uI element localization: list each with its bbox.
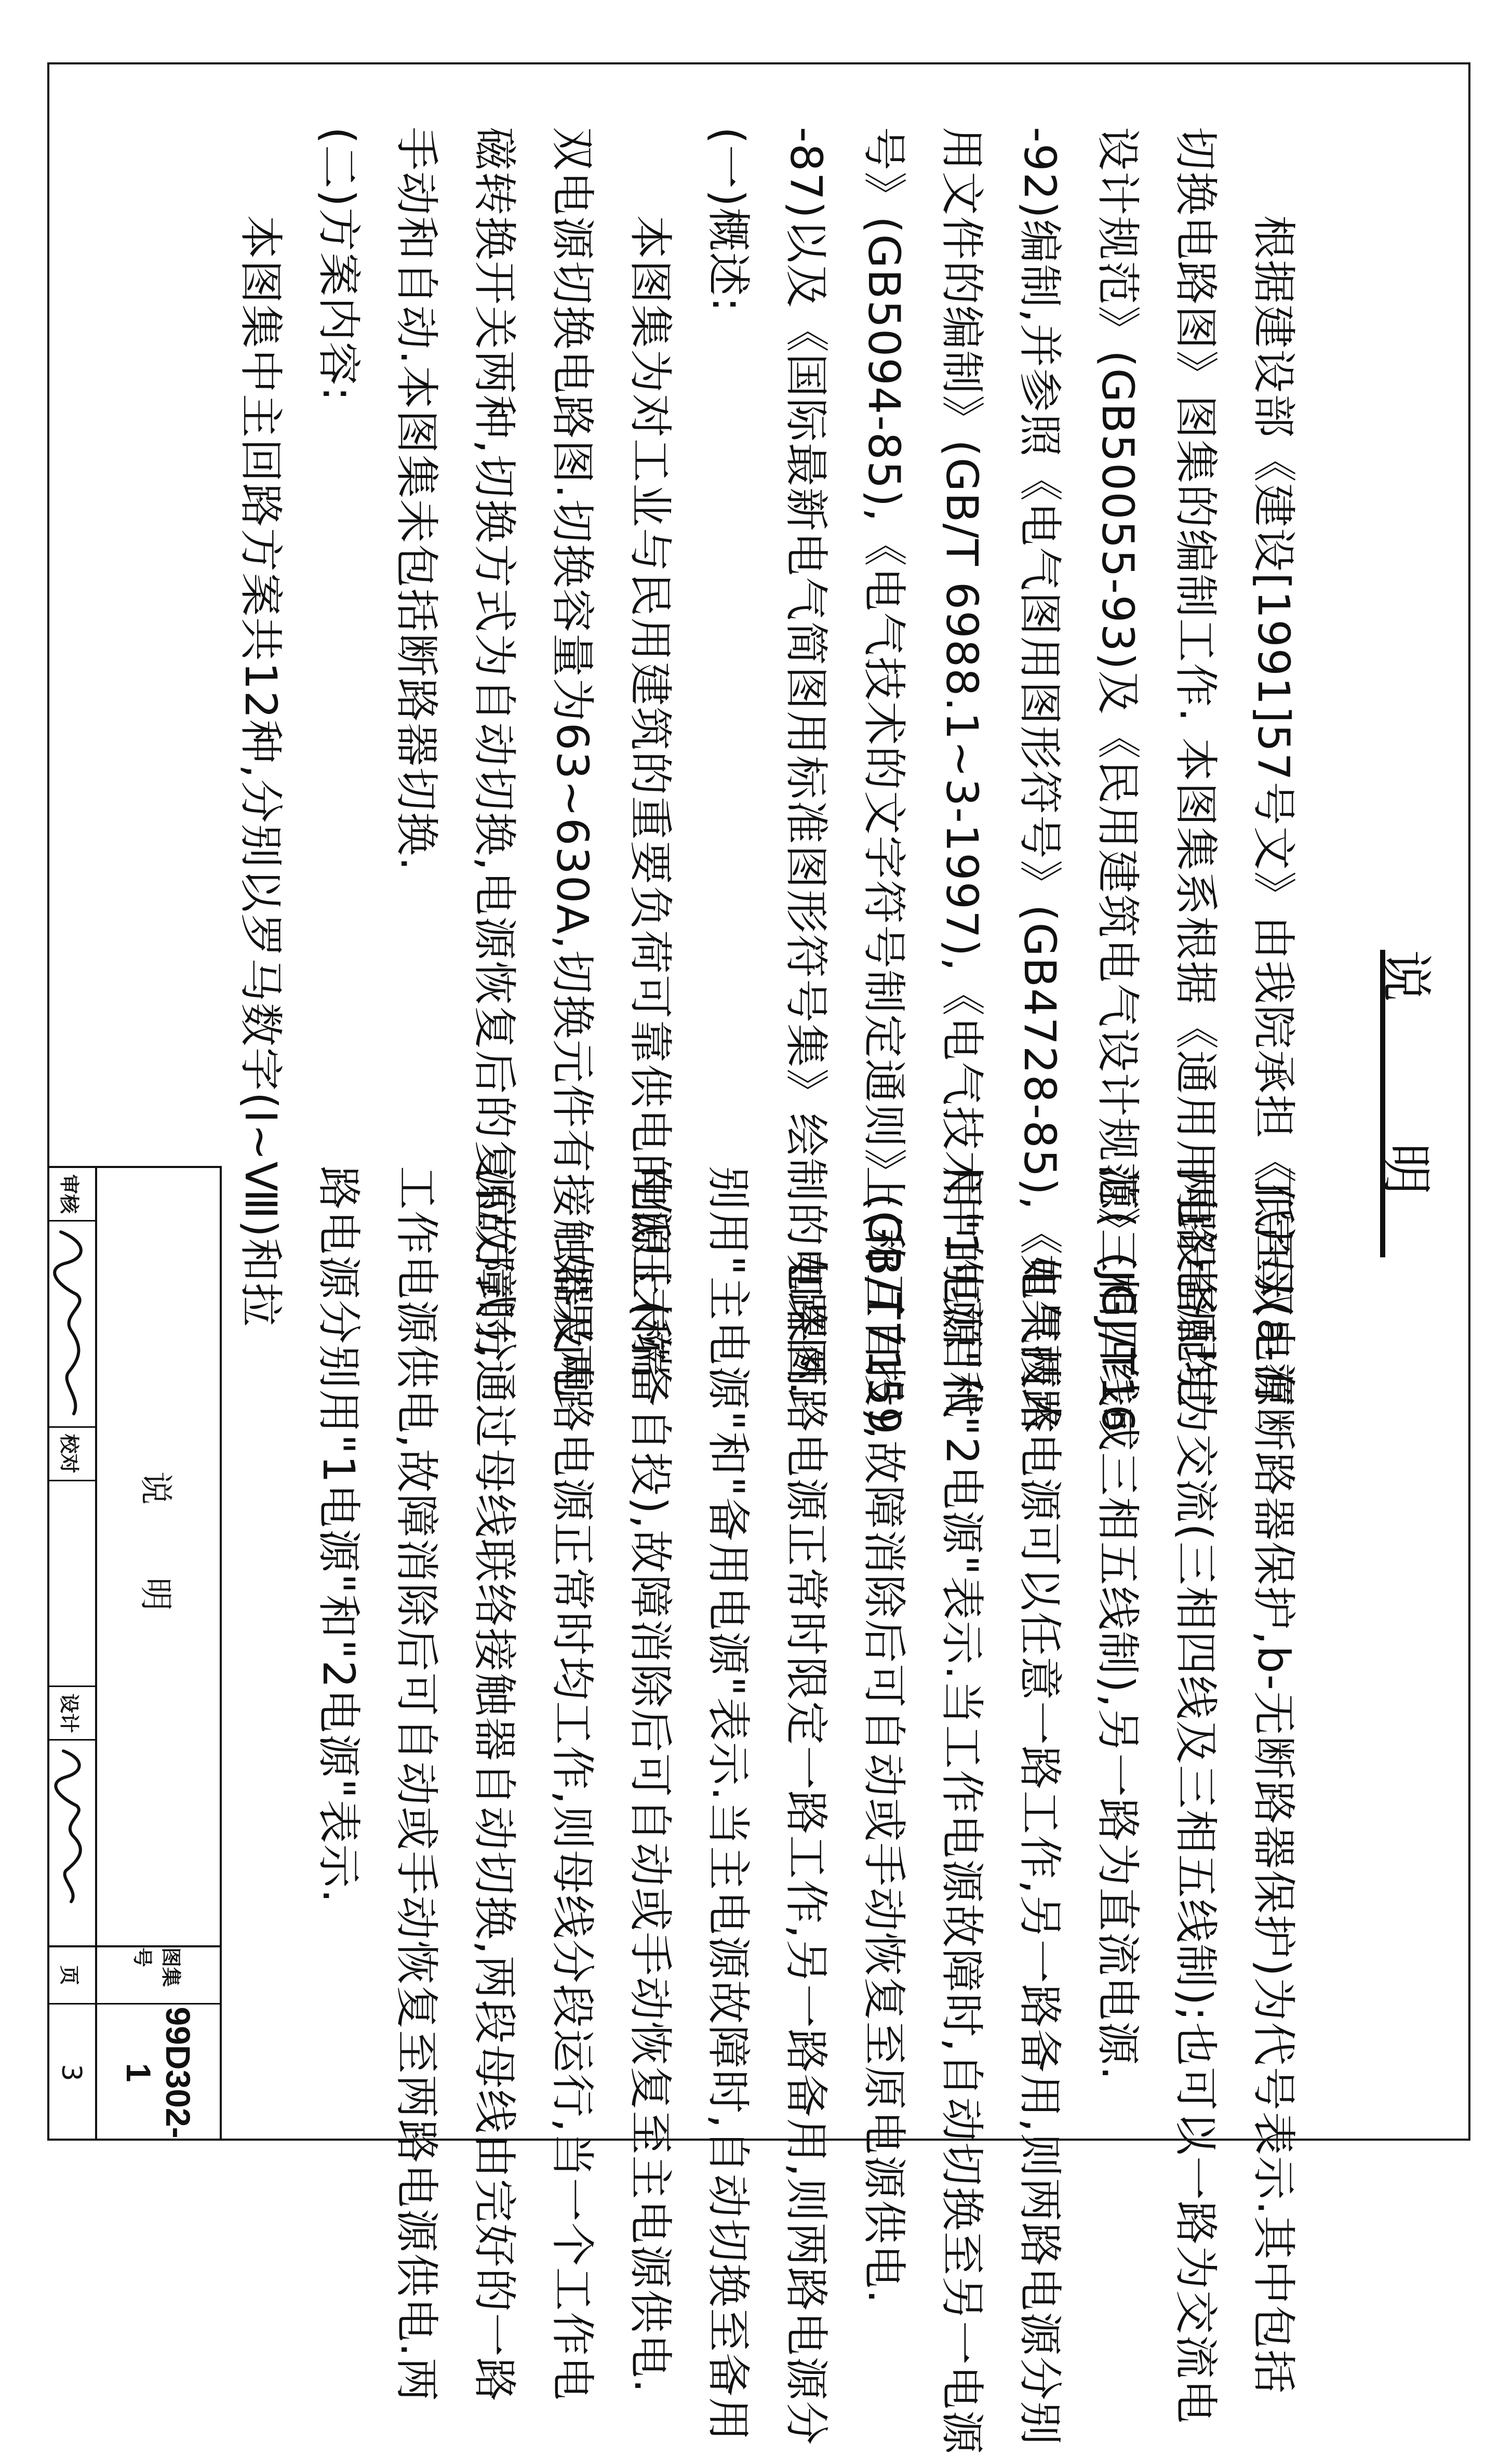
text-line: 电源上(称备自投),故障消除后可自动或手动恢复至主电源供电. [625, 1166, 676, 2394]
text-line: 源故障时,通过母线联络接触器自动切换,两段母线由完好的一路 [469, 1166, 520, 2403]
text-line: 本图集为对工业与民用建筑的重要负荷可靠供电的低压末端 [625, 215, 676, 1377]
check-label: 校对 [47, 1428, 95, 1481]
text-line: 如果两路电源可以任意一路工作,另一路备用,则两路电源分别 [1014, 1254, 1065, 2446]
handwritten-signature-icon [50, 1746, 92, 1912]
page-label: 页 [47, 1947, 95, 2005]
title-block-heading: 说 明 [95, 1168, 220, 1947]
reviewer-signature [47, 1222, 95, 1428]
atlas-number-value: 99D302-1 [119, 2007, 197, 2139]
section-heading: (一)概述: [703, 127, 754, 313]
text-line: 别用"主电源"和"备用电源"表示.当主电源故障时,自动切换至备用 [703, 1166, 754, 2442]
page-row [47, 1947, 95, 2141]
review-label: 审核 [47, 1168, 95, 1222]
page-title: 说 明 [1375, 950, 1436, 1257]
title-block [47, 1166, 222, 2141]
designer-signature [47, 1741, 95, 1945]
signature-row [47, 1168, 95, 1947]
text-line: 根据建设部《建设[1991]57号文》由我院承担《低压双电源 [1248, 215, 1299, 1408]
drawing-frame [47, 62, 1470, 2455]
text-line: 磁转换开关两种,切换方式为自动切换,电源恢复后的复位方式分 [469, 127, 520, 1363]
design-label: 设计 [47, 1687, 95, 1741]
section-heading: (二)方案内容: [313, 127, 364, 402]
title-block-right [47, 1947, 220, 2141]
text-line: 源(三相四线或三相五线制),另一路为直流电源. [1092, 1166, 1143, 2081]
text-line: 号》(GB5094-85),《电气技术的文字符号制定通则》(GB/T7159 [859, 127, 909, 1436]
text-line: 上(称互自投),故障消除后可自动或手动恢复至原电源供电. [859, 1166, 909, 2304]
text-line: 用文件的编制》(GB/T 6988.1~3-1997),《电气技术中的项目代 [936, 127, 987, 1419]
text-line: 双电源切换电路图.切换容量为63~630A,切换元件有接触器及电 [547, 127, 598, 1397]
text-line: 切换电路图》图集的编制工作. 本图集系根据《通用用电设备配电 [1170, 127, 1221, 1408]
handwritten-signature-icon [50, 1227, 92, 1445]
text-line: 丁字母(a-有断路器保护,b-无断路器保护)为代号表示.其中包括 [1248, 1166, 1299, 2395]
text-line: 手动和自动.本图集未包括断路器切换. [391, 127, 442, 872]
text-line: 如果两路电源正常时限定一路工作,另一路备用,则两路电源分 [781, 1254, 832, 2446]
atlas-number-row [95, 1947, 220, 2141]
text-line: 如果两路电源正常时均工作,则母线分段运行,当一个工作电 [547, 1254, 598, 2401]
text-line: -92)编制,并参照《电气图用图形符号》(GB4728-85),《电气技术 [1014, 127, 1065, 1435]
text-line: 工作电源供电,故障消除后可自动或手动恢复至两路电源供电.两 [391, 1166, 442, 2403]
atlas-number-label: 图集号 [97, 1947, 220, 2005]
page-number: 3 [56, 2064, 87, 2081]
text-line: 本图集中主回路方案共12种,分别以罗马数字(Ⅰ~Ⅷ)和拉 [235, 215, 286, 1328]
text-line: -87)以及《国际最新电气简图用标准图形符号集》绘制的电路图. [781, 127, 832, 1396]
text-line: 两路电源均为交流(三相四线及三相五线制);也可以一路为交流电 [1170, 1166, 1221, 2424]
checker-signature [47, 1481, 95, 1688]
text-line: 路电源分别用"1电源"和"2电源"表示. [313, 1166, 364, 1904]
text-line: 设计规范》(GB50055-93)及《民用建筑电气设计规范》(JGJ/T16 [1092, 127, 1143, 1434]
text-line: 用"1电源"和"2电源"表示.当工作电源故障时,自动切换至另一电源 [936, 1166, 987, 2455]
